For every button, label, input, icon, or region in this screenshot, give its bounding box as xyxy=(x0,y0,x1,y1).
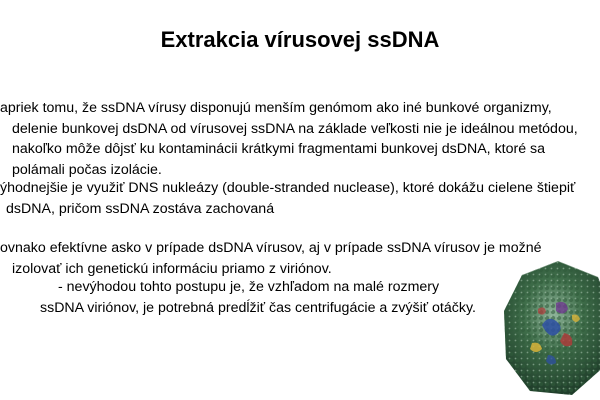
text-line: dsDNA, pričom ssDNA zostáva zachovaná xyxy=(6,200,275,217)
virus-capsid-image xyxy=(502,255,600,400)
paragraph-size-separation xyxy=(0,98,600,180)
text-line: nakoľko môže dôjsť ku kontaminácii krátkymi fragmentami bunkovej dsDNA, ktoré sa xyxy=(12,141,546,157)
text-line: ýhodnejšie je využiť DNS nukleázy (double-stranded nuclease), ktoré dokážu cielene štiepiť xyxy=(0,180,576,196)
text-line: izolovať ich genetickú informáciu priamo z viriónov. xyxy=(12,260,332,277)
text-line: apriek tomu, že ssDNA vírusy disponujú menším genómom ako iné bunkové organizmy, xyxy=(0,100,552,116)
paragraph-dns-nuclease xyxy=(0,178,600,219)
text-line: ovnako efektívne asko v prípade dsDNA vírusov, aj v prípade ssDNA vírusov je možné xyxy=(0,240,542,256)
text-line: ssDNA viriónov, je potrebná predĺžiť čas centrifugácie a zvýšiť otáčky. xyxy=(40,299,476,316)
text-line: - nevýhodou tohto postupu je, že vzhľadom na malé rozmery xyxy=(58,279,440,295)
text-line: polámali počas izolácie. xyxy=(12,161,162,178)
slide-title: Extrakcia vírusovej ssDNA xyxy=(160,27,440,52)
text-line: delenie bunkovej dsDNA od vírusovej ssDNA na základe veľkosti nie je ideálnou metódou, xyxy=(12,120,578,137)
